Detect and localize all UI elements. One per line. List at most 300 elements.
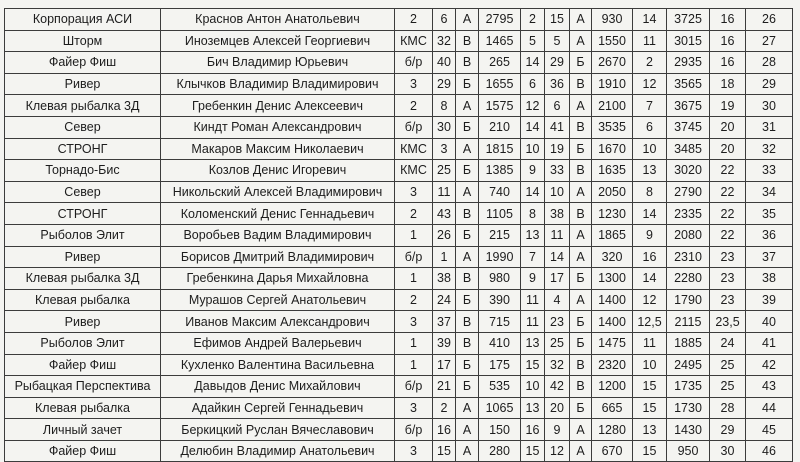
results-sheet — [0, 8, 800, 459]
results-table — [4, 8, 793, 462]
weight-2-cell: 1400 — [592, 311, 633, 333]
weight-2-cell: 2050 — [592, 181, 633, 203]
name-cell: Киндт Роман Александрович — [161, 116, 395, 138]
rank-cell: 1 — [395, 354, 433, 376]
team-cell: Клевая рыбалка 3Д — [5, 268, 161, 290]
table-row — [5, 52, 793, 74]
weight-2-cell: 1475 — [592, 332, 633, 354]
team-cell: Ривер — [5, 73, 161, 95]
total-weight-cell: 950 — [667, 440, 710, 462]
weight-2-cell: 1910 — [592, 73, 633, 95]
weight-2-cell: 1670 — [592, 138, 633, 160]
place-2-cell: 13 — [633, 419, 667, 441]
total-weight-cell: 2335 — [667, 203, 710, 225]
weight-1-cell: 1065 — [479, 397, 521, 419]
table-row — [5, 73, 793, 95]
sector-2-cell: 20 — [545, 397, 570, 419]
final-place-cell: 28 — [746, 52, 793, 74]
zone-2-cell: А — [570, 246, 592, 268]
place-2-cell: 14 — [633, 268, 667, 290]
final-place-cell: 36 — [746, 224, 793, 246]
place-1-cell: 14 — [521, 181, 545, 203]
rank-cell: б/р — [395, 52, 433, 74]
final-place-cell: 38 — [746, 268, 793, 290]
zone-2-cell: А — [570, 419, 592, 441]
sector-2-cell: 6 — [545, 95, 570, 117]
final-place-cell: 32 — [746, 138, 793, 160]
zone-1-cell: А — [456, 440, 479, 462]
total-weight-cell: 3485 — [667, 138, 710, 160]
name-cell: Ефимов Андрей Валерьевич — [161, 332, 395, 354]
weight-1-cell: 1655 — [479, 73, 521, 95]
table-row — [5, 419, 793, 441]
zone-1-cell: А — [456, 181, 479, 203]
weight-2-cell: 1865 — [592, 224, 633, 246]
table-row — [5, 9, 793, 31]
sum-places-cell: 16 — [710, 30, 746, 52]
name-cell: Иноземцев Алексей Георгиевич — [161, 30, 395, 52]
table-row — [5, 138, 793, 160]
sector-2-cell: 5 — [545, 30, 570, 52]
total-weight-cell: 2935 — [667, 52, 710, 74]
zone-2-cell: А — [570, 181, 592, 203]
sum-places-cell: 24 — [710, 332, 746, 354]
table-row — [5, 354, 793, 376]
weight-2-cell: 2320 — [592, 354, 633, 376]
name-cell: Коломенский Денис Геннадьевич — [161, 203, 395, 225]
rank-cell: 1 — [395, 224, 433, 246]
sum-places-cell: 20 — [710, 116, 746, 138]
sum-places-cell: 18 — [710, 73, 746, 95]
sector-1-cell: 39 — [433, 332, 456, 354]
table-row — [5, 116, 793, 138]
rank-cell: КМС — [395, 30, 433, 52]
place-2-cell: 11 — [633, 30, 667, 52]
place-2-cell: 10 — [633, 354, 667, 376]
place-2-cell: 14 — [633, 9, 667, 31]
sector-1-cell: 17 — [433, 354, 456, 376]
place-2-cell: 13 — [633, 160, 667, 182]
zone-2-cell: Б — [570, 397, 592, 419]
team-cell: Рыбацкая Перспектива — [5, 376, 161, 398]
rank-cell: б/р — [395, 419, 433, 441]
zone-1-cell: В — [456, 311, 479, 333]
total-weight-cell: 3675 — [667, 95, 710, 117]
sector-1-cell: 30 — [433, 116, 456, 138]
weight-2-cell: 1230 — [592, 203, 633, 225]
place-1-cell: 13 — [521, 397, 545, 419]
final-place-cell: 44 — [746, 397, 793, 419]
zone-2-cell: Б — [570, 311, 592, 333]
zone-1-cell: А — [456, 9, 479, 31]
team-cell: Шторм — [5, 30, 161, 52]
place-2-cell: 11 — [633, 332, 667, 354]
team-cell: СТРОНГ — [5, 203, 161, 225]
table-row — [5, 289, 793, 311]
zone-1-cell: А — [456, 95, 479, 117]
table-row — [5, 181, 793, 203]
weight-1-cell: 1385 — [479, 160, 521, 182]
sector-1-cell: 6 — [433, 9, 456, 31]
sector-2-cell: 36 — [545, 73, 570, 95]
sector-1-cell: 2 — [433, 397, 456, 419]
total-weight-cell: 2310 — [667, 246, 710, 268]
team-cell: Ривер — [5, 311, 161, 333]
weight-2-cell: 1400 — [592, 289, 633, 311]
sector-1-cell: 24 — [433, 289, 456, 311]
team-cell: Ривер — [5, 246, 161, 268]
weight-1-cell: 410 — [479, 332, 521, 354]
zone-1-cell: В — [456, 203, 479, 225]
sector-2-cell: 41 — [545, 116, 570, 138]
weight-1-cell: 265 — [479, 52, 521, 74]
weight-1-cell: 1105 — [479, 203, 521, 225]
zone-1-cell: А — [456, 397, 479, 419]
name-cell: Краснов Антон Анатольевич — [161, 9, 395, 31]
place-1-cell: 9 — [521, 160, 545, 182]
sector-2-cell: 15 — [545, 9, 570, 31]
zone-1-cell: Б — [456, 289, 479, 311]
final-place-cell: 29 — [746, 73, 793, 95]
final-place-cell: 37 — [746, 246, 793, 268]
team-cell: Клевая рыбалка 3Д — [5, 95, 161, 117]
zone-1-cell: В — [456, 30, 479, 52]
name-cell: Беркицкий Руслан Вячеславович — [161, 419, 395, 441]
zone-2-cell: А — [570, 440, 592, 462]
sum-places-cell: 22 — [710, 181, 746, 203]
sector-1-cell: 43 — [433, 203, 456, 225]
zone-1-cell: Б — [456, 354, 479, 376]
place-2-cell: 15 — [633, 376, 667, 398]
final-place-cell: 30 — [746, 95, 793, 117]
sector-1-cell: 1 — [433, 246, 456, 268]
total-weight-cell: 1885 — [667, 332, 710, 354]
zone-1-cell: Б — [456, 73, 479, 95]
place-1-cell: 11 — [521, 289, 545, 311]
team-cell: Торнадо-Бис — [5, 160, 161, 182]
sector-2-cell: 29 — [545, 52, 570, 74]
name-cell: Козлов Денис Игоревич — [161, 160, 395, 182]
place-2-cell: 6 — [633, 116, 667, 138]
total-weight-cell: 3020 — [667, 160, 710, 182]
weight-1-cell: 1575 — [479, 95, 521, 117]
total-weight-cell: 3565 — [667, 73, 710, 95]
rank-cell: 3 — [395, 397, 433, 419]
table-row — [5, 246, 793, 268]
name-cell: Гребенкин Денис Алексеевич — [161, 95, 395, 117]
zone-1-cell: Б — [456, 116, 479, 138]
place-2-cell: 12 — [633, 289, 667, 311]
place-2-cell: 14 — [633, 203, 667, 225]
sector-2-cell: 38 — [545, 203, 570, 225]
final-place-cell: 42 — [746, 354, 793, 376]
sector-1-cell: 15 — [433, 440, 456, 462]
rank-cell: б/р — [395, 116, 433, 138]
sector-2-cell: 12 — [545, 440, 570, 462]
weight-1-cell: 535 — [479, 376, 521, 398]
total-weight-cell: 1430 — [667, 419, 710, 441]
rank-cell: 2 — [395, 203, 433, 225]
final-place-cell: 34 — [746, 181, 793, 203]
rank-cell: 2 — [395, 9, 433, 31]
place-1-cell: 12 — [521, 95, 545, 117]
table-row — [5, 397, 793, 419]
rank-cell: 3 — [395, 311, 433, 333]
sum-places-cell: 22 — [710, 224, 746, 246]
zone-1-cell: Б — [456, 160, 479, 182]
zone-2-cell: Б — [570, 52, 592, 74]
name-cell: Макаров Максим Николаевич — [161, 138, 395, 160]
zone-1-cell: А — [456, 419, 479, 441]
final-place-cell: 41 — [746, 332, 793, 354]
name-cell: Клычков Владимир Владимирович — [161, 73, 395, 95]
place-2-cell: 10 — [633, 138, 667, 160]
rank-cell: 3 — [395, 181, 433, 203]
final-place-cell: 33 — [746, 160, 793, 182]
sum-places-cell: 16 — [710, 9, 746, 31]
weight-1-cell: 2795 — [479, 9, 521, 31]
sum-places-cell: 29 — [710, 419, 746, 441]
place-2-cell: 9 — [633, 224, 667, 246]
team-cell: Личный зачет — [5, 419, 161, 441]
rank-cell: б/р — [395, 376, 433, 398]
place-2-cell: 16 — [633, 246, 667, 268]
place-1-cell: 5 — [521, 30, 545, 52]
zone-2-cell: Б — [570, 138, 592, 160]
team-cell: Клевая рыбалка — [5, 397, 161, 419]
sector-1-cell: 32 — [433, 30, 456, 52]
zone-2-cell: В — [570, 73, 592, 95]
weight-1-cell: 150 — [479, 419, 521, 441]
zone-2-cell: А — [570, 224, 592, 246]
team-cell: Файер Фиш — [5, 354, 161, 376]
sector-1-cell: 16 — [433, 419, 456, 441]
place-1-cell: 15 — [521, 440, 545, 462]
weight-2-cell: 320 — [592, 246, 633, 268]
sum-places-cell: 30 — [710, 440, 746, 462]
final-place-cell: 43 — [746, 376, 793, 398]
sector-1-cell: 8 — [433, 95, 456, 117]
place-1-cell: 10 — [521, 376, 545, 398]
name-cell: Воробьев Вадим Владимирович — [161, 224, 395, 246]
zone-2-cell: Б — [570, 332, 592, 354]
total-weight-cell: 2115 — [667, 311, 710, 333]
total-weight-cell: 3015 — [667, 30, 710, 52]
team-cell: СТРОНГ — [5, 138, 161, 160]
zone-2-cell: А — [570, 95, 592, 117]
zone-2-cell: В — [570, 376, 592, 398]
place-1-cell: 13 — [521, 224, 545, 246]
place-1-cell: 2 — [521, 9, 545, 31]
table-row — [5, 268, 793, 290]
weight-1-cell: 280 — [479, 440, 521, 462]
zone-2-cell: В — [570, 203, 592, 225]
sum-places-cell: 23 — [710, 289, 746, 311]
place-2-cell: 15 — [633, 397, 667, 419]
rank-cell: КМС — [395, 160, 433, 182]
sector-1-cell: 37 — [433, 311, 456, 333]
sector-2-cell: 19 — [545, 138, 570, 160]
weight-1-cell: 1990 — [479, 246, 521, 268]
final-place-cell: 46 — [746, 440, 793, 462]
zone-1-cell: А — [456, 246, 479, 268]
rank-cell: 3 — [395, 73, 433, 95]
sector-2-cell: 4 — [545, 289, 570, 311]
weight-1-cell: 390 — [479, 289, 521, 311]
name-cell: Бич Владимир Юрьевич — [161, 52, 395, 74]
name-cell: Адайкин Сергей Геннадьевич — [161, 397, 395, 419]
sector-2-cell: 42 — [545, 376, 570, 398]
name-cell: Кухленко Валентина Васильевна — [161, 354, 395, 376]
zone-2-cell: В — [570, 354, 592, 376]
sector-1-cell: 38 — [433, 268, 456, 290]
weight-1-cell: 175 — [479, 354, 521, 376]
place-1-cell: 10 — [521, 138, 545, 160]
weight-2-cell: 1280 — [592, 419, 633, 441]
sector-2-cell: 10 — [545, 181, 570, 203]
final-place-cell: 45 — [746, 419, 793, 441]
total-weight-cell: 3725 — [667, 9, 710, 31]
zone-2-cell: В — [570, 116, 592, 138]
team-cell: Файер Фиш — [5, 440, 161, 462]
sector-1-cell: 3 — [433, 138, 456, 160]
table-row — [5, 203, 793, 225]
zone-1-cell: В — [456, 332, 479, 354]
sum-places-cell: 19 — [710, 95, 746, 117]
zone-1-cell: Б — [456, 376, 479, 398]
sector-2-cell: 9 — [545, 419, 570, 441]
sector-2-cell: 25 — [545, 332, 570, 354]
final-place-cell: 40 — [746, 311, 793, 333]
weight-2-cell: 3535 — [592, 116, 633, 138]
total-weight-cell: 1790 — [667, 289, 710, 311]
team-cell: Север — [5, 116, 161, 138]
place-2-cell: 7 — [633, 95, 667, 117]
zone-1-cell: А — [456, 138, 479, 160]
team-cell: Север — [5, 181, 161, 203]
sum-places-cell: 28 — [710, 397, 746, 419]
place-1-cell: 11 — [521, 311, 545, 333]
rank-cell: КМС — [395, 138, 433, 160]
total-weight-cell: 1730 — [667, 397, 710, 419]
total-weight-cell: 1735 — [667, 376, 710, 398]
zone-2-cell: А — [570, 30, 592, 52]
total-weight-cell: 2495 — [667, 354, 710, 376]
place-2-cell: 8 — [633, 181, 667, 203]
place-1-cell: 13 — [521, 332, 545, 354]
place-1-cell: 9 — [521, 268, 545, 290]
results-table-body — [5, 9, 793, 462]
weight-1-cell: 1815 — [479, 138, 521, 160]
table-row — [5, 332, 793, 354]
sector-2-cell: 32 — [545, 354, 570, 376]
rank-cell: б/р — [395, 246, 433, 268]
sector-1-cell: 21 — [433, 376, 456, 398]
weight-2-cell: 1550 — [592, 30, 633, 52]
sum-places-cell: 23 — [710, 246, 746, 268]
name-cell: Давыдов Денис Михайлович — [161, 376, 395, 398]
sector-2-cell: 11 — [545, 224, 570, 246]
sector-1-cell: 25 — [433, 160, 456, 182]
weight-2-cell: 930 — [592, 9, 633, 31]
table-row — [5, 95, 793, 117]
rank-cell: 1 — [395, 268, 433, 290]
weight-2-cell: 1635 — [592, 160, 633, 182]
name-cell: Никольский Алексей Владимирович — [161, 181, 395, 203]
place-1-cell: 14 — [521, 116, 545, 138]
weight-2-cell: 665 — [592, 397, 633, 419]
sum-places-cell: 25 — [710, 354, 746, 376]
weight-2-cell: 2670 — [592, 52, 633, 74]
sum-places-cell: 20 — [710, 138, 746, 160]
sum-places-cell: 22 — [710, 203, 746, 225]
zone-2-cell: В — [570, 160, 592, 182]
weight-1-cell: 980 — [479, 268, 521, 290]
zone-2-cell: А — [570, 289, 592, 311]
rank-cell: 2 — [395, 95, 433, 117]
place-2-cell: 12 — [633, 73, 667, 95]
place-1-cell: 6 — [521, 73, 545, 95]
weight-1-cell: 210 — [479, 116, 521, 138]
weight-1-cell: 1465 — [479, 30, 521, 52]
place-2-cell: 12,5 — [633, 311, 667, 333]
sector-2-cell: 33 — [545, 160, 570, 182]
place-2-cell: 2 — [633, 52, 667, 74]
sum-places-cell: 23 — [710, 268, 746, 290]
place-1-cell: 14 — [521, 52, 545, 74]
zone-2-cell: А — [570, 9, 592, 31]
rank-cell: 3 — [395, 440, 433, 462]
sum-places-cell: 23,5 — [710, 311, 746, 333]
final-place-cell: 39 — [746, 289, 793, 311]
name-cell: Гребенкина Дарья Михайловна — [161, 268, 395, 290]
team-cell: Корпорация АСИ — [5, 9, 161, 31]
zone-1-cell: В — [456, 268, 479, 290]
sector-2-cell: 17 — [545, 268, 570, 290]
zone-1-cell: В — [456, 52, 479, 74]
table-row — [5, 30, 793, 52]
weight-1-cell: 715 — [479, 311, 521, 333]
name-cell: Иванов Максим Александрович — [161, 311, 395, 333]
team-cell: Рыболов Элит — [5, 332, 161, 354]
place-1-cell: 7 — [521, 246, 545, 268]
table-row — [5, 160, 793, 182]
team-cell: Клевая рыбалка — [5, 289, 161, 311]
sector-2-cell: 23 — [545, 311, 570, 333]
weight-2-cell: 1200 — [592, 376, 633, 398]
name-cell: Мурашов Сергей Анатольевич — [161, 289, 395, 311]
sector-1-cell: 40 — [433, 52, 456, 74]
team-cell: Файер Фиш — [5, 52, 161, 74]
total-weight-cell: 2280 — [667, 268, 710, 290]
sector-1-cell: 11 — [433, 181, 456, 203]
weight-2-cell: 2100 — [592, 95, 633, 117]
place-1-cell: 16 — [521, 419, 545, 441]
weight-2-cell: 1300 — [592, 268, 633, 290]
sum-places-cell: 25 — [710, 376, 746, 398]
table-row — [5, 311, 793, 333]
total-weight-cell: 3745 — [667, 116, 710, 138]
sum-places-cell: 16 — [710, 52, 746, 74]
name-cell: Борисов Дмитрий Владимирович — [161, 246, 395, 268]
zone-2-cell: Б — [570, 268, 592, 290]
place-2-cell: 15 — [633, 440, 667, 462]
sector-1-cell: 26 — [433, 224, 456, 246]
weight-1-cell: 215 — [479, 224, 521, 246]
zone-1-cell: Б — [456, 224, 479, 246]
weight-2-cell: 670 — [592, 440, 633, 462]
place-1-cell: 8 — [521, 203, 545, 225]
